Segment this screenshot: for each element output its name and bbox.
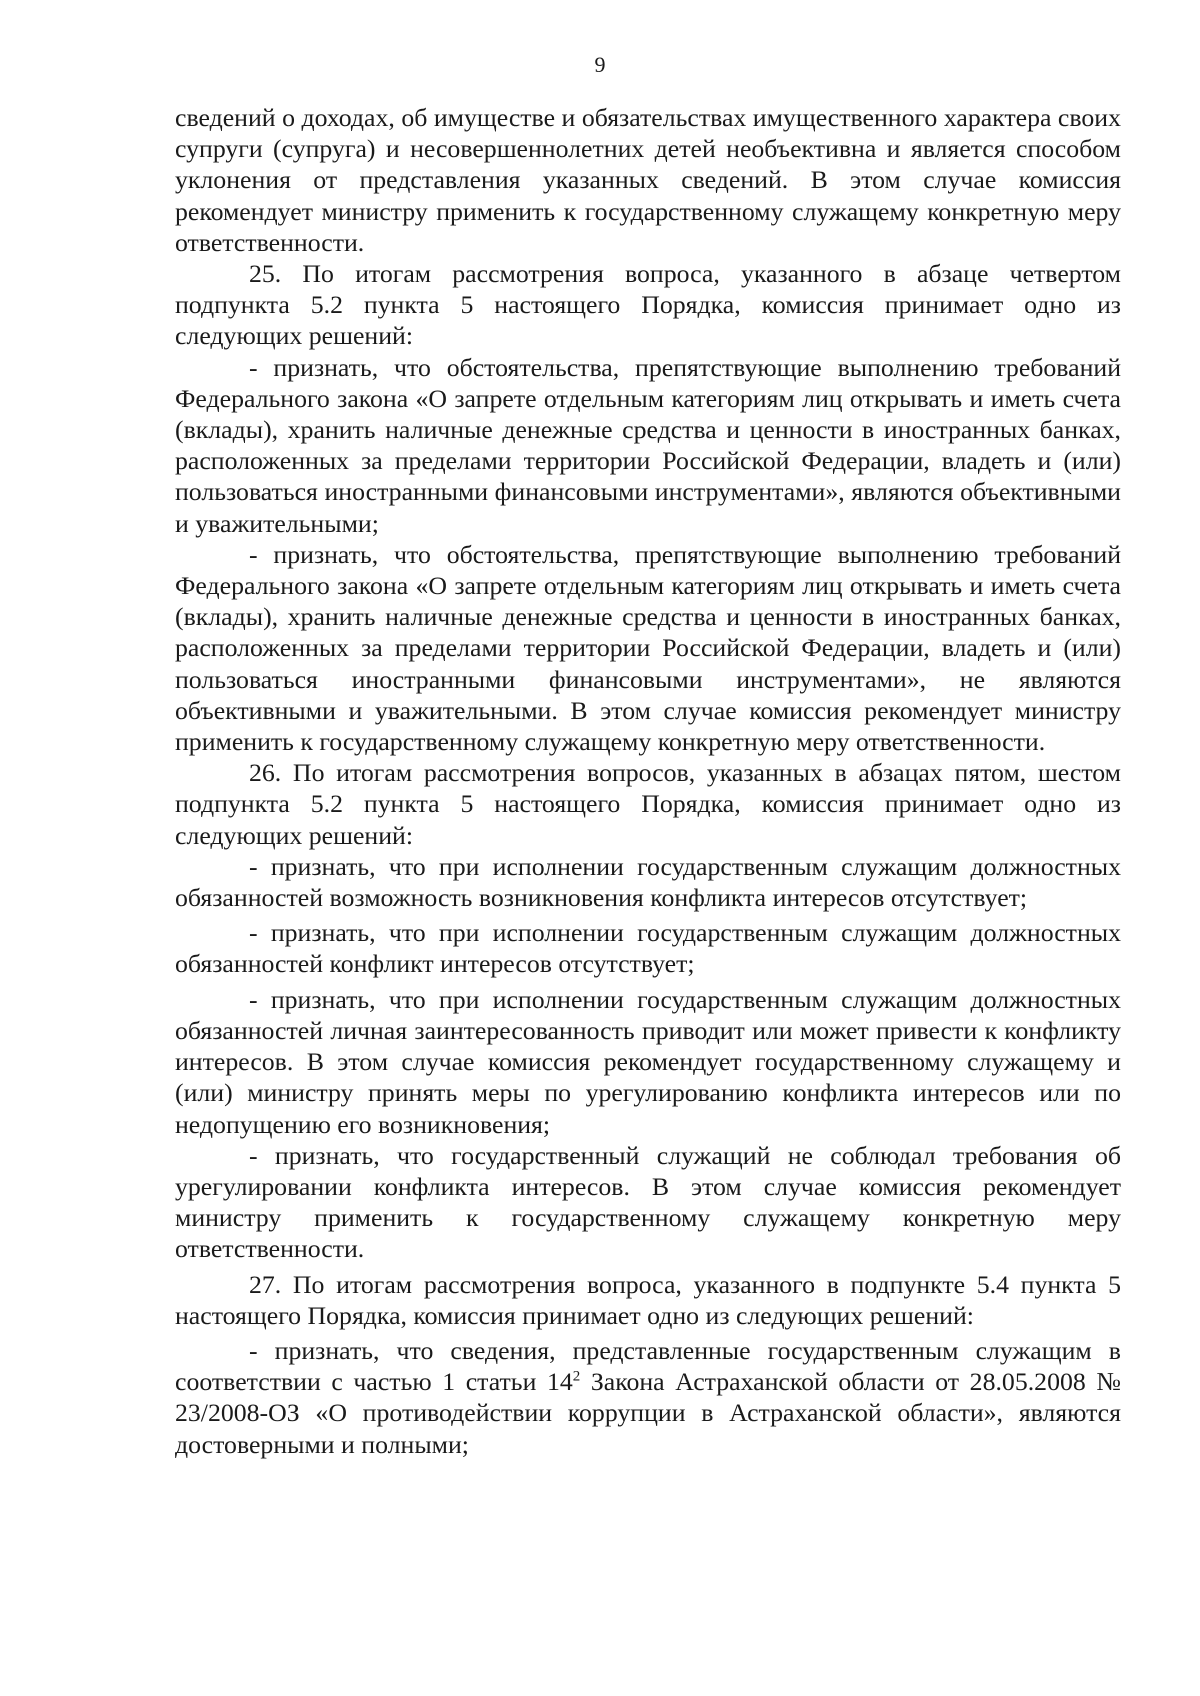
clause-26: 26. По итогам рассмотрения вопросов, указанных в абзацах пятом, шестом подпункта 5.2 пункта 5 настоящего Порядка, комиссия принимает одно из следующих решений:: [175, 758, 1121, 850]
clause-27-option-1-text-end: Закона Астраханской области от 28.05.2008 № 23/2008-ОЗ «О противодействии коррупции в Астраханской области», являются достоверными и полными;: [175, 1367, 1121, 1459]
clause-25: 25. По итогам рассмотрения вопроса, указанного в абзаце четвертом подпункта 5.2 пункта 5 настоящего Порядка, комиссия принимает одно из следующих решений:: [175, 259, 1121, 351]
clause-26-option-1: - признать, что при исполнении государственным служащим должностных обязанностей возможность возникновения конфликта интересов отсутствует;: [175, 851, 1121, 913]
clause-26-option-2: - признать, что при исполнении государственным служащим должностных обязанностей конфликт интересов отсутствует;: [175, 918, 1121, 979]
paragraph-continuation: сведений о доходах, об имуществе и обязательствах имущественного характера своих супруги (супруга) и несовершеннолетних детей необъективна и является способом уклонения от представления указанных сведений. В этом случае комиссия рекомендует министру применить к государственному служащему конкретную меру ответственности.: [175, 103, 1121, 257]
clause-26-option-4: - признать, что государственный служащий не соблюдал требования об урегулировании конфликта интересов. В этом случае комиссия рекомендует министру применить к государственному служащему конкретную меру ответственности.: [175, 1140, 1121, 1264]
document-body: [175, 102, 1121, 1460]
clause-27: 27. По итогам рассмотрения вопроса, указанного в подпункте 5.4 пункта 5 настоящего Порядка, комиссия принимает одно из следующих решений:: [175, 1269, 1121, 1330]
clause-26-option-3: - признать, что при исполнении государственным служащим должностных обязанностей личная заинтересованность приводит или может привести к конфликту интересов. В этом случае комиссия рекомендует государственному служащему и (или) министру принять меры по урегулированию конфликта интересов или по недопущению его возникновения;: [175, 984, 1121, 1139]
clause-25-option-1: - признать, что обстоятельства, препятствующие выполнению требований Федерального закона «О запрете отдельным категориям лиц открывать и иметь счета (вклады), хранить наличные денежные средства и ценности в иностранных банках, расположенных за пределами территории Российской Федерации, владеть и (или) пользоваться иностранными финансовыми инструментами», являются объективными и уважительными;: [175, 352, 1121, 538]
page-number: 9: [594, 52, 606, 77]
clause-27-option-1-text: - признать, что сведения, представленные государственным служащим в соответствии с частью 1 статьи 14: [175, 1335, 1121, 1397]
clause-27-option-1: [175, 1335, 1121, 1460]
clause-25-option-2: - признать, что обстоятельства, препятствующие выполнению требований Федерального закона «О запрете отдельным категориям лиц открывать и иметь счета (вклады), хранить наличные денежные средства и ценности в иностранных банках, расположенных за пределами территории Российской Федерации, владеть и (или) пользоваться иностранными финансовыми инструментами», не являются объективными и уважительными. В этом случае комиссия рекомендует министру применить к государственному служащему конкретную меру ответственности.: [175, 539, 1121, 757]
article-superscript: 2: [572, 1368, 581, 1385]
